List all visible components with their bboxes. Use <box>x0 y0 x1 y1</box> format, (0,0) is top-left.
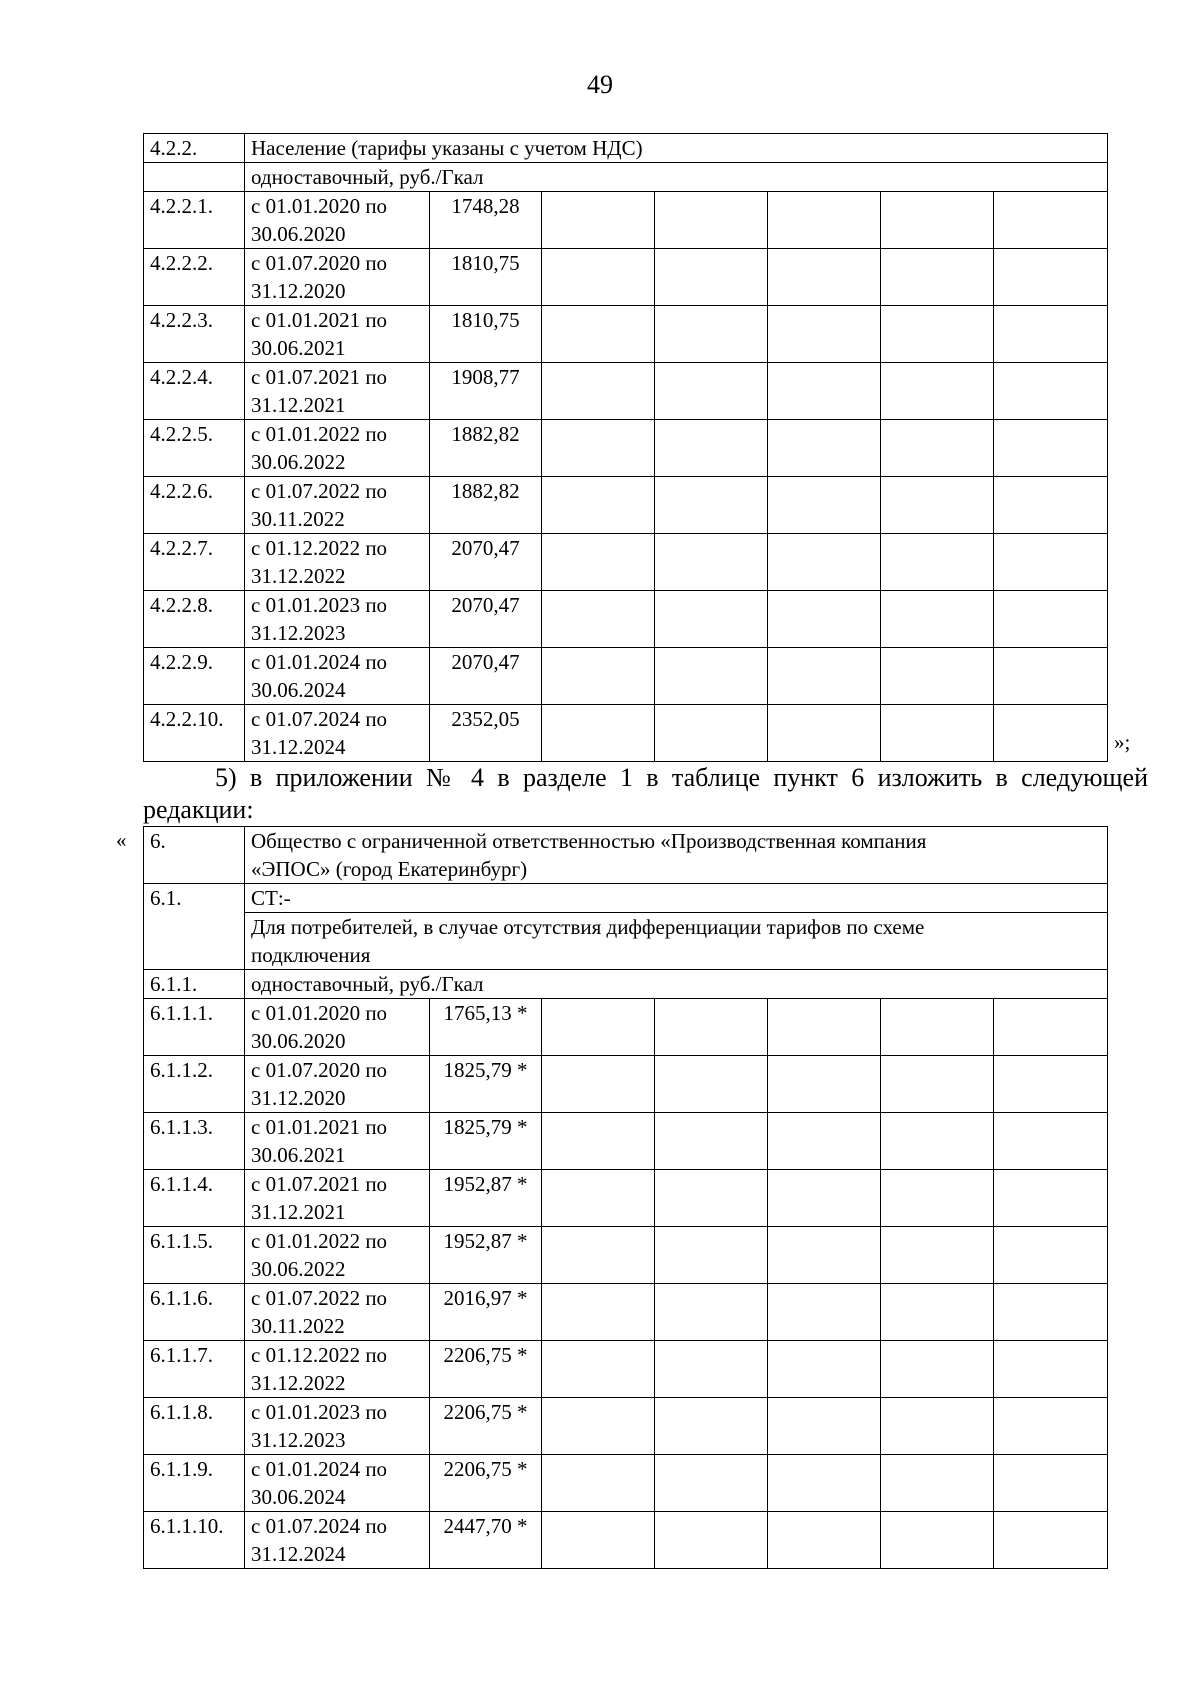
tariff-table-population <box>143 133 1108 762</box>
row-period <box>245 477 430 534</box>
row-value: 1952,87 * <box>430 1227 542 1284</box>
empty-cell <box>655 1113 768 1170</box>
row-code: 6.1.1.5. <box>144 1227 245 1284</box>
table-row <box>144 1170 1108 1227</box>
row-code: 4.2.2.10. <box>144 705 245 762</box>
period-end: 31.12.2021 <box>251 1200 346 1224</box>
empty-cell <box>768 648 881 705</box>
empty-cell <box>994 363 1108 420</box>
table-row <box>144 534 1108 591</box>
empty-cell <box>994 477 1108 534</box>
closing-quote-mark: »; <box>1114 730 1131 754</box>
empty-cell <box>881 648 994 705</box>
empty-cell <box>542 1284 655 1341</box>
row-code: 4.2.2.3. <box>144 306 245 363</box>
empty-cell <box>542 591 655 648</box>
empty-cell <box>881 1341 994 1398</box>
row-period <box>245 1512 430 1569</box>
period-start: с 01.07.2021 по <box>251 1172 388 1196</box>
row-value: 2070,47 <box>430 591 542 648</box>
period-end: 30.11.2022 <box>251 507 345 531</box>
empty-cell <box>881 249 994 306</box>
empty-cell <box>881 534 994 591</box>
row-period <box>245 591 430 648</box>
table-row <box>144 1455 1108 1512</box>
row-value: 2206,75 * <box>430 1341 542 1398</box>
table-row <box>144 1512 1108 1569</box>
empty-cell <box>542 306 655 363</box>
period-end: 31.12.2022 <box>251 1371 346 1395</box>
period-start: с 01.01.2020 по <box>251 194 388 218</box>
row-period <box>245 1056 430 1113</box>
period-start: с 01.01.2022 по <box>251 422 388 446</box>
empty-cell <box>994 306 1108 363</box>
empty-cell <box>655 534 768 591</box>
period-end: 31.12.2020 <box>251 279 346 303</box>
tariff-table-epos <box>143 826 1108 1569</box>
empty-cell <box>655 1341 768 1398</box>
period-end: 30.06.2022 <box>251 450 346 474</box>
period-end: 30.06.2024 <box>251 1485 346 1509</box>
row-code: 6.1.1.1. <box>144 999 245 1056</box>
row-code: 6.1.1.3. <box>144 1113 245 1170</box>
row-period <box>245 420 430 477</box>
empty-cell <box>768 1398 881 1455</box>
empty-cell <box>768 1170 881 1227</box>
table-row <box>144 1398 1108 1455</box>
period-start: с 01.01.2021 по <box>251 308 388 332</box>
period-end: 31.12.2024 <box>251 1542 346 1566</box>
section-title <box>245 827 1108 884</box>
row-code: 4.2.2.2. <box>144 249 245 306</box>
empty-cell <box>768 1113 881 1170</box>
empty-cell <box>994 1113 1108 1170</box>
empty-cell <box>994 1227 1108 1284</box>
period-end: 30.06.2022 <box>251 1257 346 1281</box>
row-value: 1810,75 <box>430 306 542 363</box>
empty-cell <box>768 477 881 534</box>
empty-cell <box>655 1227 768 1284</box>
table-row <box>144 591 1108 648</box>
row-code: 4.2.2.9. <box>144 648 245 705</box>
consumer-note-line-2: подключения <box>251 943 371 967</box>
period-start: с 01.01.2022 по <box>251 1229 388 1253</box>
note-row <box>144 913 1108 970</box>
empty-cell <box>542 1341 655 1398</box>
empty-cell <box>768 1512 881 1569</box>
empty-cell <box>655 591 768 648</box>
empty-cell <box>655 705 768 762</box>
section-code: 4.2.2. <box>144 134 245 163</box>
section-header-row <box>144 827 1108 884</box>
table-row <box>144 420 1108 477</box>
empty-cell <box>881 363 994 420</box>
table-row <box>144 477 1108 534</box>
subsection-row <box>144 884 1108 913</box>
empty-cell <box>542 705 655 762</box>
period-end: 30.11.2022 <box>251 1314 345 1338</box>
row-code: 4.2.2.4. <box>144 363 245 420</box>
empty-cell <box>542 363 655 420</box>
empty-cell <box>881 1113 994 1170</box>
section-title-line-2: «ЭПОС» (город Екатеринбург) <box>251 857 528 881</box>
subsection-code: 6.1. <box>144 884 245 970</box>
empty-cell <box>542 1455 655 1512</box>
period-start: с 01.07.2021 по <box>251 365 388 389</box>
empty-cell <box>994 534 1108 591</box>
row-period <box>245 306 430 363</box>
section-code: 6. <box>144 827 245 884</box>
rate-type-row <box>144 970 1108 999</box>
table-row <box>144 705 1108 762</box>
rate-code: 6.1.1. <box>144 970 245 999</box>
row-period <box>245 1455 430 1512</box>
empty-cell <box>881 705 994 762</box>
empty-cell <box>768 1056 881 1113</box>
period-start: с 01.01.2024 по <box>251 1457 388 1481</box>
row-code: 4.2.2.8. <box>144 591 245 648</box>
empty-cell <box>542 477 655 534</box>
table-row <box>144 192 1108 249</box>
empty-cell <box>655 1284 768 1341</box>
empty-cell <box>994 705 1108 762</box>
empty-cell <box>881 1398 994 1455</box>
empty-cell <box>542 1398 655 1455</box>
row-code: 4.2.2.6. <box>144 477 245 534</box>
period-end: 31.12.2023 <box>251 621 346 645</box>
table-row <box>144 1284 1108 1341</box>
table-row <box>144 999 1108 1056</box>
period-end: 31.12.2022 <box>251 564 346 588</box>
empty-cell <box>768 363 881 420</box>
empty-cell <box>768 591 881 648</box>
empty-cell <box>881 477 994 534</box>
row-period <box>245 249 430 306</box>
period-start: с 01.07.2022 по <box>251 1286 388 1310</box>
row-value: 1952,87 * <box>430 1170 542 1227</box>
row-code: 4.2.2.1. <box>144 192 245 249</box>
row-period <box>245 1170 430 1227</box>
row-value: 1908,77 <box>430 363 542 420</box>
row-value: 2352,05 <box>430 705 542 762</box>
empty-cell <box>768 1341 881 1398</box>
row-code: 6.1.1.7. <box>144 1341 245 1398</box>
period-end: 30.06.2021 <box>251 1143 346 1167</box>
empty-cell <box>994 591 1108 648</box>
rate-type: одноставочный, руб./Гкал <box>245 970 1108 999</box>
section-title-line-1: Общество с ограниченной ответственностью «Производственная компания <box>251 829 927 853</box>
empty-cell <box>542 420 655 477</box>
empty-cell <box>655 249 768 306</box>
row-period <box>245 534 430 591</box>
empty-cell <box>768 705 881 762</box>
row-code: 4.2.2.5. <box>144 420 245 477</box>
row-value: 1748,28 <box>430 192 542 249</box>
row-code: 6.1.1.4. <box>144 1170 245 1227</box>
empty-cell <box>994 1512 1108 1569</box>
empty-cell <box>655 1398 768 1455</box>
row-period <box>245 1284 430 1341</box>
empty-cell <box>542 192 655 249</box>
period-start: с 01.07.2022 по <box>251 479 388 503</box>
row-period <box>245 192 430 249</box>
rate-type-row <box>144 163 1108 192</box>
section-title: Население (тарифы указаны с учетом НДС) <box>245 134 1108 163</box>
empty-cell <box>881 192 994 249</box>
period-start: с 01.12.2022 по <box>251 536 388 560</box>
empty-cell <box>542 999 655 1056</box>
consumer-note-line-1: Для потребителей, в случае отсутствия дифференциации тарифов по схеме <box>251 915 925 939</box>
empty-cell <box>542 1227 655 1284</box>
row-period <box>245 1113 430 1170</box>
empty-cell <box>881 420 994 477</box>
row-period <box>245 1227 430 1284</box>
empty-cell <box>994 999 1108 1056</box>
period-start: с 01.01.2021 по <box>251 1115 388 1139</box>
table-row <box>144 306 1108 363</box>
empty-cell <box>768 420 881 477</box>
empty-cell <box>768 534 881 591</box>
empty-cell <box>655 420 768 477</box>
empty-cell <box>542 1113 655 1170</box>
empty-cell <box>655 1056 768 1113</box>
row-value: 2070,47 <box>430 534 542 591</box>
empty-cell <box>881 1455 994 1512</box>
empty-cell <box>655 999 768 1056</box>
row-value: 2070,47 <box>430 648 542 705</box>
empty-cell <box>881 999 994 1056</box>
empty-cell <box>768 999 881 1056</box>
empty-cell <box>542 1056 655 1113</box>
period-start: с 01.01.2020 по <box>251 1001 388 1025</box>
row-value: 2447,70 * <box>430 1512 542 1569</box>
empty-cell <box>655 306 768 363</box>
empty-cell <box>655 1455 768 1512</box>
row-code: 4.2.2.7. <box>144 534 245 591</box>
row-value: 1825,79 * <box>430 1056 542 1113</box>
empty-cell <box>994 1455 1108 1512</box>
section-header-row <box>144 134 1108 163</box>
row-value: 2206,75 * <box>430 1455 542 1512</box>
row-code: 6.1.1.8. <box>144 1398 245 1455</box>
row-code: 6.1.1.10. <box>144 1512 245 1569</box>
row-value: 1882,82 <box>430 420 542 477</box>
empty-cell <box>655 1512 768 1569</box>
empty-cell <box>994 1398 1108 1455</box>
period-start: с 01.01.2023 по <box>251 593 388 617</box>
empty-cell <box>994 1056 1108 1113</box>
period-start: с 01.07.2024 по <box>251 707 388 731</box>
empty-cell <box>542 249 655 306</box>
empty-cell <box>994 192 1108 249</box>
row-period <box>245 1341 430 1398</box>
period-end: 30.06.2020 <box>251 1029 346 1053</box>
row-value: 1810,75 <box>430 249 542 306</box>
subsection-title: СТ:- <box>245 884 1108 913</box>
row-code: 6.1.1.6. <box>144 1284 245 1341</box>
period-end: 30.06.2020 <box>251 222 346 246</box>
empty-cell <box>881 1056 994 1113</box>
period-start: с 01.01.2024 по <box>251 650 388 674</box>
empty-cell <box>542 1512 655 1569</box>
period-end: 31.12.2021 <box>251 393 346 417</box>
row-value: 2016,97 * <box>430 1284 542 1341</box>
table-row <box>144 1341 1108 1398</box>
empty-cell <box>881 591 994 648</box>
empty-cell <box>994 1341 1108 1398</box>
empty-cell <box>655 1170 768 1227</box>
empty-cell <box>881 306 994 363</box>
period-start: с 01.07.2020 по <box>251 1058 388 1082</box>
row-period <box>245 1398 430 1455</box>
empty-cell <box>994 249 1108 306</box>
period-start: с 01.12.2022 по <box>251 1343 388 1367</box>
empty-cell <box>994 1170 1108 1227</box>
empty-cell <box>655 363 768 420</box>
empty-cell <box>881 1512 994 1569</box>
rate-type: одноставочный, руб./Гкал <box>245 163 1108 192</box>
table-row <box>144 363 1108 420</box>
empty-cell <box>542 534 655 591</box>
row-period <box>245 705 430 762</box>
empty-cell <box>994 648 1108 705</box>
empty-cell <box>881 1284 994 1341</box>
table-row <box>144 648 1108 705</box>
empty-cell <box>994 1284 1108 1341</box>
empty-cell <box>542 1170 655 1227</box>
table-row <box>144 1113 1108 1170</box>
empty-cell <box>768 192 881 249</box>
empty-cell <box>881 1227 994 1284</box>
period-start: с 01.01.2023 по <box>251 1400 388 1424</box>
empty-cell <box>768 1284 881 1341</box>
empty-cell <box>881 1170 994 1227</box>
consumer-note <box>245 913 1108 970</box>
period-end: 30.06.2021 <box>251 336 346 360</box>
row-code: 6.1.1.2. <box>144 1056 245 1113</box>
period-start: с 01.07.2024 по <box>251 1514 388 1538</box>
table-row <box>144 1227 1108 1284</box>
row-value: 1825,79 * <box>430 1113 542 1170</box>
row-value: 1765,13 * <box>430 999 542 1056</box>
empty-cell <box>655 477 768 534</box>
empty-cell <box>994 420 1108 477</box>
amendment-paragraph: 5) в приложении № 4 в разделе 1 в таблице пункт 6 изложить в следующей редакции: <box>143 763 1148 824</box>
row-value: 2206,75 * <box>430 1398 542 1455</box>
opening-quote-mark: « <box>116 828 127 852</box>
empty-code-cell <box>144 163 245 192</box>
page-number: 49 <box>587 70 613 99</box>
row-value: 1882,82 <box>430 477 542 534</box>
row-code: 6.1.1.9. <box>144 1455 245 1512</box>
empty-cell <box>542 648 655 705</box>
empty-cell <box>768 249 881 306</box>
period-end: 31.12.2024 <box>251 735 346 759</box>
table-row <box>144 1056 1108 1113</box>
row-period <box>245 363 430 420</box>
period-start: с 01.07.2020 по <box>251 251 388 275</box>
empty-cell <box>655 192 768 249</box>
empty-cell <box>768 1227 881 1284</box>
period-end: 30.06.2024 <box>251 678 346 702</box>
period-end: 31.12.2020 <box>251 1086 346 1110</box>
period-end: 31.12.2023 <box>251 1428 346 1452</box>
empty-cell <box>655 648 768 705</box>
table-row <box>144 249 1108 306</box>
row-period <box>245 999 430 1056</box>
empty-cell <box>768 1455 881 1512</box>
empty-cell <box>768 306 881 363</box>
row-period <box>245 648 430 705</box>
